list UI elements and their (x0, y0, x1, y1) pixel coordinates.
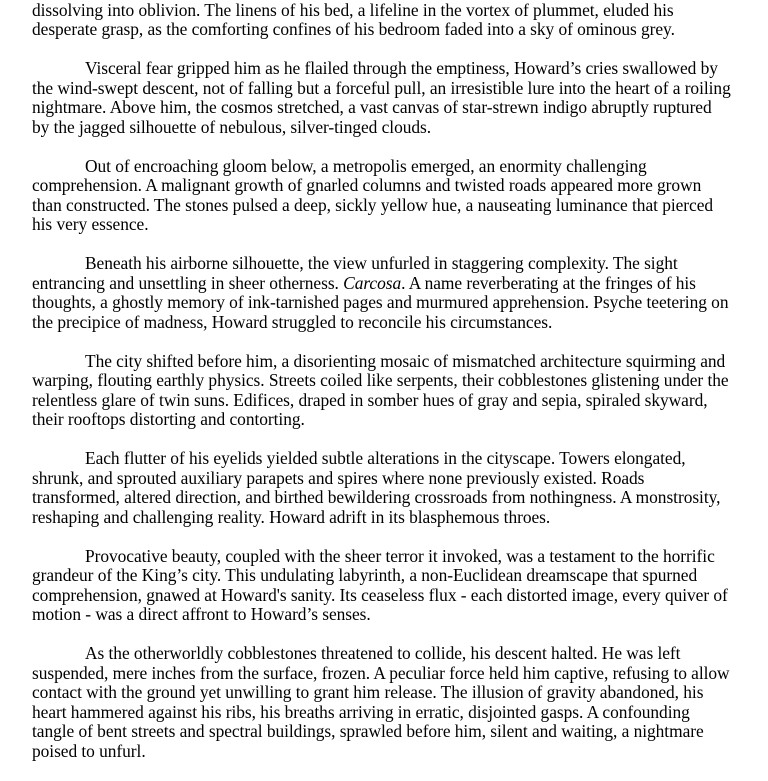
paragraph-7 (32, 547, 732, 625)
paragraph-text: dissolving into oblivion. The linens of his bed, a lifeline in the vortex of plummet, eluded his desperate grasp, as the comforting confines of his bedroom faded into a sky of ominous grey. (32, 0, 675, 39)
paragraph-text: Out of encroaching gloom below, a metropolis emerged, an enormity challenging comprehension. A malignant growth of gnarled columns and twisted roads appeared more grown than constructed. The stones pulsed a deep, sickly yellow hue, a nauseating luminance that pierced his very essence. (32, 155, 714, 234)
paragraph-text: Provocative beauty, coupled with the sheer terror it invoked, was a testament to the horrific grandeur of the King’s city. This undulating labyrinth, a non-Euclidean dreamscape that spurned comprehension, gnawed at Howard's sanity. Its ceaseless flux - each distorted image, every quiver of motion - was a direct affront to Howard’s senses. (32, 545, 728, 624)
paragraph-text: Beneath his airborne silhouette, the view unfurled in staggering complexity. The sight entrancing and unsettling in sheer otherness. (32, 253, 678, 293)
paragraph-3 (32, 157, 732, 235)
paragraph-2 (32, 59, 732, 137)
italic-place-name: Carcosa (343, 272, 402, 293)
paragraph-8 (32, 644, 732, 761)
paragraph-text: Visceral fear gripped him as he flailed through the emptiness, Howard’s cries swallowed by the wind-swept descent, not of falling but a forceful pull, an irresistible lure into the heart of a roiling nightmare. Above him, the cosmos stretched, a vast canvas of star-strewn indigo abruptly ruptured by the jagged silhouette of nebulous, silver-tinged clouds. (32, 58, 731, 137)
paragraph-6 (32, 449, 732, 527)
paragraph-5 (32, 352, 732, 430)
paragraph-text: As the otherworldly cobblestones threatened to collide, his descent halted. He was left suspended, mere inches from the surface, frozen. A peculiar force held him captive, refusing to allow contact with the ground yet unwilling to grant him release. The illusion of gravity abandoned, his heart hammered against his ribs, his breaths arriving in erratic, disjointed gasps. A confounding tangle of bent streets and spectral buildings, sprawled before him, silent and waiting, a nightmare poised to unfurl. (32, 643, 730, 761)
document-page (32, 0, 732, 781)
paragraph-text: Each flutter of his eyelids yielded subtle alterations in the cityscape. Towers elongated, shrunk, and sprouted auxiliary parapets and spires where none previously existed. Roads transformed, altered direction, and birthed bewildering crossroads from nothingness. A monstrosity, reshaping and challenging reality. Howard adrift in its blasphemous throes. (32, 448, 721, 527)
paragraph-text: The city shifted before him, a disorienting mosaic of mismatched architecture squirming and warping, flouting earthly physics. Streets coiled like serpents, their cobblestones glistening under the relentless glare of twin suns. Edifices, draped in somber hues of gray and sepia, spiraled skyward, their rooftops distorting and contorting. (32, 350, 729, 429)
paragraph-4 (32, 254, 732, 332)
paragraph-1 (32, 0, 732, 40)
paragraph-text: . A name reverberating at the fringes of his thoughts, a ghostly memory of ink-tarnished pages and murmured apprehension. Psyche teetering on the precipice of madness, Howard struggled to reconcile his circumstances. (32, 272, 729, 332)
